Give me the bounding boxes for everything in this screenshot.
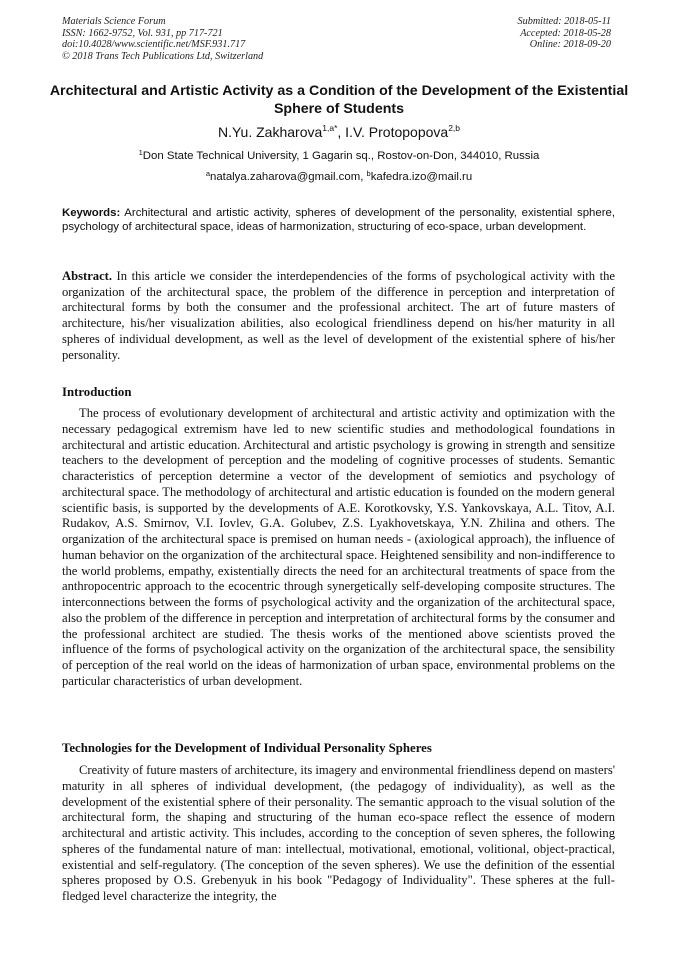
abstract-text: In this article we consider the interdependencies of the forms of psychological activity with the organization of the architectural space, the problem of the difference in perception and interpretation of architectural forms by both the consumer and the professional architect. The art of future masters of architecture, his/her visualization abilities, also ecological friendliness depend on his/her maturity in all spheres of individual development, as well as the level of development of the existential sphere of his/her personality.	[62, 269, 615, 362]
author-line	[40, 124, 638, 141]
journal-copyright: © 2018 Trans Tech Publications Ltd, Switzerland	[62, 50, 264, 62]
email-link[interactable]: natalya.zaharova@gmail.com,	[209, 171, 367, 183]
paper-title: Architectural and Artistic Activity as a Condition of the Development of the Existential Sphere of Students	[49, 83, 629, 117]
author-affiliation-mark: 1,a*	[322, 123, 338, 133]
section-heading-technologies: Technologies for the Development of Individual Personality Spheres	[62, 741, 432, 755]
author-name: N.Yu. Zakharova	[217, 124, 323, 140]
author-affiliation-mark: 2,b	[448, 123, 461, 133]
affiliation-mark: 1	[138, 148, 143, 157]
date-accepted: Accepted: 2018-05-28	[520, 27, 611, 39]
journal-name: Materials Science Forum	[62, 16, 166, 27]
technologies-paragraph: Creativity of future masters of architecture, its imagery and environmental friendliness depend on masters' maturity in all spheres of individual development, (the pedagogy of individuality), as well as the development of the existential sphere of their personality. The semantic approach to the visual solution of the architectural form, the shaping and structuring of the human eco-space reflect the essence of modern architectural and artistic activity. This includes, according to the conception of seven spheres, the following spheres of the fundamental nature of man: intellectual, motivational, emotional, volitional, object-practical, existential and self-regulatory. (The conception of the seven spheres). We use the definition of the essential spheres proposed by O.S. Grebenyuk in his book "Pedagogy of Individuality". These spheres at the full-fledged level characterize the integrity, the	[62, 763, 615, 903]
keywords-text: Architectural and artistic activity, spheres of development of the personality, existential sphere, psychology of architectural space, ideas of harmonization, structuring of eco-space, urban development.	[62, 207, 615, 234]
email-link[interactable]: kafedra.izo@mail.ru	[370, 171, 473, 183]
keywords-label: Keywords:	[62, 207, 121, 219]
abstract-label: Abstract.	[62, 269, 113, 283]
keywords-block	[62, 206, 615, 234]
author-emails	[40, 170, 638, 184]
journal-doi: doi:10.4028/www.scientific.net/MSF.931.717	[62, 39, 246, 51]
date-submitted: Submitted: 2018-05-11	[517, 16, 611, 27]
email-mark: b	[366, 169, 371, 178]
author-separator: ,	[337, 124, 346, 140]
affiliation	[40, 149, 638, 163]
affiliation-text: Don State Technical University, 1 Gagarin sq., Rostov-on-Don, 344010, Russia	[142, 150, 540, 162]
date-online: Online: 2018-09-20	[529, 39, 611, 51]
introduction-paragraph: The process of evolutionary development of architectural and artistic activity and optimization with the necessary pedagogical extremism have led to new scientific studies and methodological foundations in architectural and artistic education. Architectural and artistic psychology is growing in strength and sensitize teachers to the development of perception and the modeling of cognitive processes of students. Semantic characteristics of perception determine a vector of the development of semiotics and psychology of architectural space. The methodology of architectural and artistic education is founded on the modern general scientific basis, is supported by the developments of A.E. Korotkovsky, Y.S. Yankovskaya, A.L. Titov, A.I. Rudakov, A.S. Smirnov, V.I. Iovlev, G.A. Golubev, Z.S. Lyakhovetskaya, Y.N. Zhilina and others. The organization of the architectural space is premised on human needs - (axiological approach), the influence of human behavior on the organization of the architectural space. Heightened sensibility and non-indifference to the world problems, empathy, existentially directs the need for an architectural treatments of space from the anthropocentric approach to the ecocentric through synergetically self-developing composite structures. The interconnections between the forms of psychological activity and the organization of the architectural space, also the problem of the difference in perception and interpretation of architectural forms by the consumer and the professional architect are studied. The thesis works of the mentioned above scientists proved the influence of the forms of psychological activity on the organization of the architectural space, the sensibility of perception of the real world on the ideas of harmonization of urban space, environmental problems on the particular characteristics of urban development.	[62, 406, 615, 688]
author-name: I.V. Protopopova	[345, 124, 449, 140]
journal-issn: ISSN: 1662-9752, Vol. 931, pp 717-721	[62, 27, 223, 39]
abstract-block	[62, 269, 615, 363]
email-mark: a	[205, 169, 210, 178]
journal-header-left	[62, 16, 263, 62]
journal-header-right	[518, 16, 611, 51]
section-heading-introduction: Introduction	[62, 385, 132, 399]
